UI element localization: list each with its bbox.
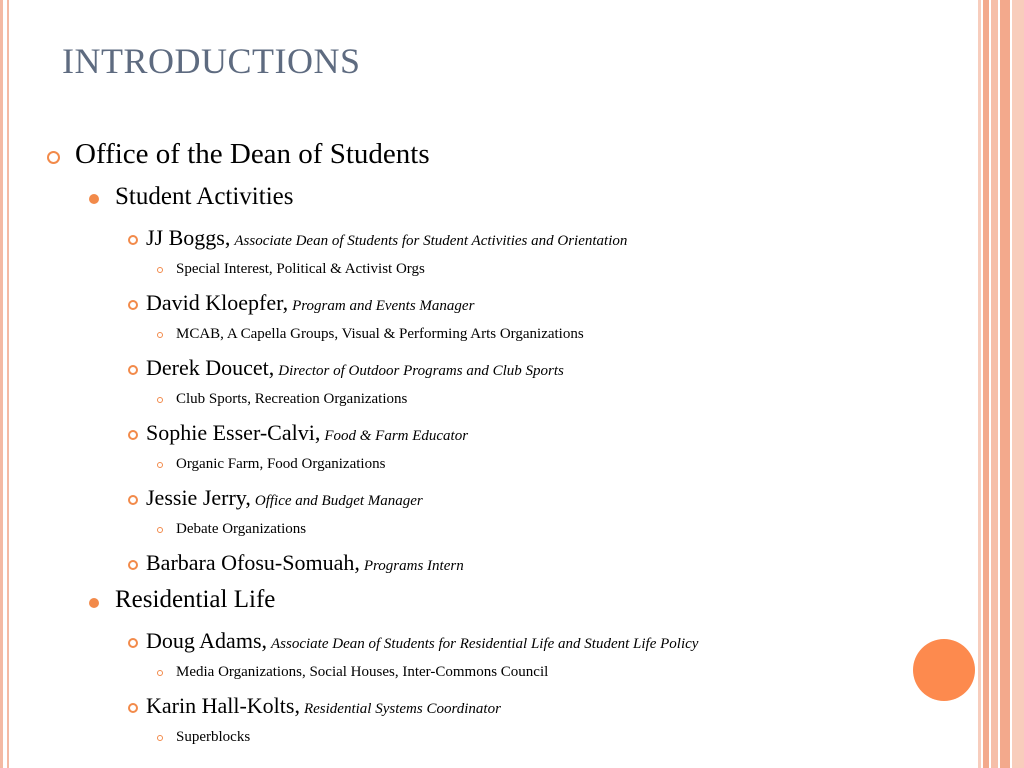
person-name: David Kloepfer, <box>146 290 289 315</box>
person-name: Barbara Ofosu-Somuah, <box>146 550 360 575</box>
right-border-band <box>1012 0 1024 768</box>
bullet-ring-icon <box>128 235 138 245</box>
bullet-ring-icon <box>128 560 138 570</box>
person-role: Associate Dean of Students for Residential Life and Student Life Policy <box>271 636 699 652</box>
person-name: Derek Doucet, <box>146 355 275 380</box>
right-border-band <box>983 0 989 768</box>
person-detail: MCAB, A Capella Groups, Visual & Performing Arts Organizations <box>176 326 584 342</box>
person-detail: Debate Organizations <box>176 521 307 537</box>
left-border-stripe <box>0 0 3 768</box>
person-detail: Media Organizations, Social Houses, Inter-Commons Council <box>176 664 549 680</box>
person-detail: Special Interest, Political & Activist Orgs <box>176 261 425 277</box>
person-entry <box>146 355 564 381</box>
bullet-small-ring-icon <box>157 332 163 338</box>
bullet-small-ring-icon <box>157 462 163 468</box>
bullet-ring-icon <box>128 703 138 713</box>
person-role: Director of Outdoor Programs and Club Sports <box>278 363 564 379</box>
person-entry <box>146 225 627 251</box>
person-name: Sophie Esser-Calvi, <box>146 420 321 445</box>
person-name: Doug Adams, <box>146 628 267 653</box>
person-entry <box>146 693 501 719</box>
person-name: Jessie Jerry, <box>146 485 251 510</box>
bullet-ring-icon <box>128 365 138 375</box>
bullet-ring-icon <box>47 151 60 164</box>
section-label: Residential Life <box>115 586 276 613</box>
person-role: Office and Budget Manager <box>254 493 423 509</box>
bullet-small-ring-icon <box>157 670 163 676</box>
bullet-small-ring-icon <box>157 267 163 273</box>
person-role: Food & Farm Educator <box>324 428 469 444</box>
person-entry <box>146 550 464 576</box>
slide-title: INTRODUCTIONS <box>62 41 361 81</box>
person-name: Karin Hall-Kolts, <box>146 693 300 718</box>
bullet-small-ring-icon <box>157 527 163 533</box>
decorative-circle <box>913 639 975 701</box>
bullet-small-ring-icon <box>157 397 163 403</box>
right-border-band <box>978 0 981 768</box>
person-role: Residential Systems Coordinator <box>303 701 501 717</box>
bullet-ring-icon <box>128 300 138 310</box>
left-border-stripe <box>7 0 9 768</box>
person-detail: Superblocks <box>176 729 251 745</box>
bullet-ring-icon <box>128 495 138 505</box>
right-border-band <box>991 0 998 768</box>
person-role: Program and Events Manager <box>292 298 475 314</box>
person-detail: Organic Farm, Food Organizations <box>176 456 386 472</box>
right-border-band <box>1000 0 1010 768</box>
person-role: Programs Intern <box>363 558 464 574</box>
person-entry <box>146 628 698 654</box>
person-entry <box>146 420 468 446</box>
bullet-ring-icon <box>128 638 138 648</box>
person-name: JJ Boggs, <box>146 225 231 250</box>
person-entry <box>146 485 423 511</box>
person-entry <box>146 290 474 316</box>
bullet-ring-icon <box>128 430 138 440</box>
bullet-dot-icon <box>89 194 99 204</box>
office-heading: Office of the Dean of Students <box>75 138 430 170</box>
bullet-small-ring-icon <box>157 735 163 741</box>
bullet-dot-icon <box>89 598 99 608</box>
section-label: Student Activities <box>115 183 294 210</box>
person-role: Associate Dean of Students for Student Activities and Orientation <box>234 233 628 249</box>
person-detail: Club Sports, Recreation Organizations <box>176 391 408 407</box>
